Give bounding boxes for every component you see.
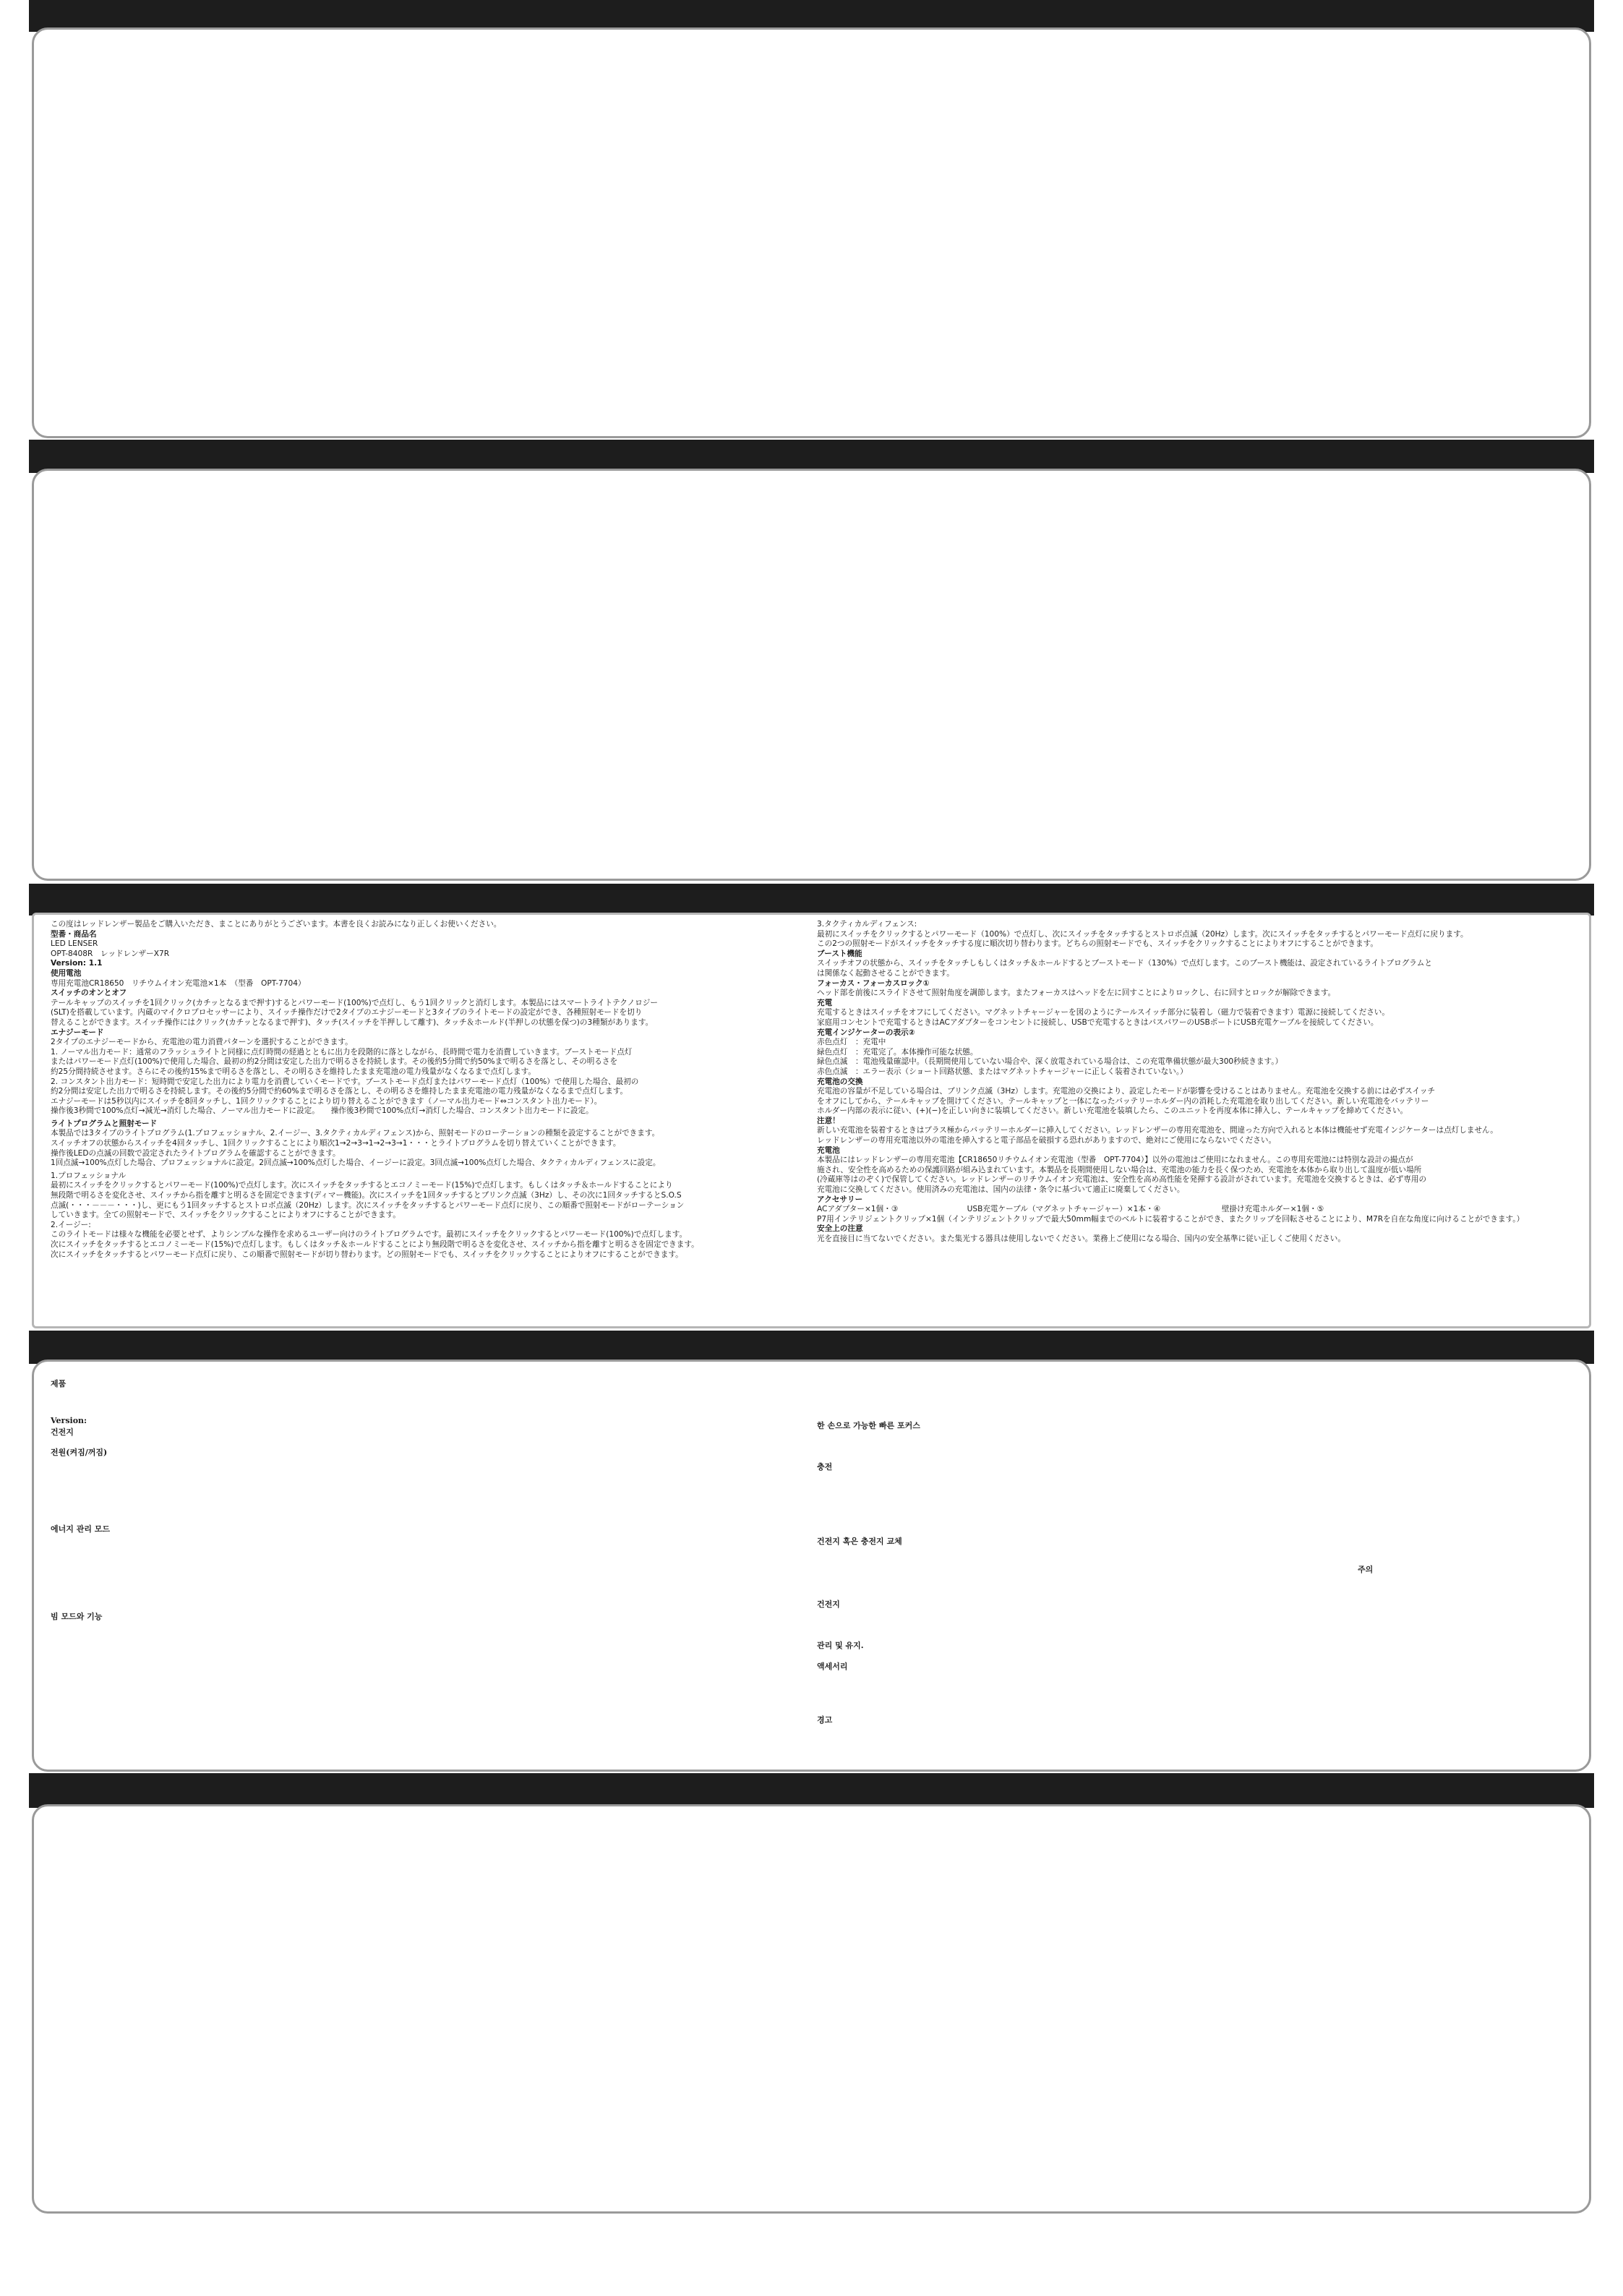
korean-heading: 충전 [817,1462,833,1472]
body-line: 2タイプのエナジーモードから、充電池の電力消費パターンを選択することができます。 [51,1038,353,1047]
body-line: 専用充電池CR18650 リチウムイオン充電池×1本 （型番 OPT-7704） [51,978,306,988]
body-line: 緑色点灯 ：充電完了。本体操作可能な状態。 [817,1047,978,1057]
korean-heading: 건전지 혹은 충전지 교체 [817,1537,902,1546]
body-line: 充電池の容量が不足している場合は、ブリンク点滅（3Hz）します。充電池の交換により、設定したモードが影響を受けることはありません。充電池を交換する前には必ずスイッチ [817,1087,1436,1096]
body-line: (SLT)を搭載しています。内蔵のマイクロプロセッサーにより、スイッチ操作だけで2タイプのエナジーモードと3タイプのライトモードの設定ができ、各種照射モードを切り [51,1008,643,1017]
body-line: 2.イージー: [51,1220,91,1229]
body-line: 施され、安全性を高めるための保護回路が組み込まれています。本製品を長期間使用しない場合は、充電池の能力を長く保つため、充電池を本体から取り出して温度が低い場所 [817,1165,1422,1174]
body-line: レッドレンザーの専用充電池以外の電池を挿入すると電子部品を破損する恐れがありますので、絶対にご使用にならないでください。 [817,1136,1277,1145]
body-line: 光を直接目に当てないでください。また集光する器具は使用しないでください。業務上ご使用になる場合、国内の安全基準に従い正しくご使用ください。 [817,1234,1345,1243]
body-line: スイッチオフの状態から、スイッチをタッチしもしくはタッチ＆ホールドするとブーストモード（130%）で点灯します。このブースト機能は、設定されているライトプログラムと [817,959,1432,968]
body-line: 1回点滅→100%点灯した場合、プロフェッショナルに設定。2回点滅→100%点灯した場合、イージーに設定。3回点滅→100%点灯した場合、タクティカルディフェンスに設定。 [51,1158,661,1168]
body-line: 次にスイッチをタッチするとパワーモード点灯に戻り、この順番で照射モードが切り替わります。どの照射モードでも、スイッチをクリックすることによりオフにすることができます。 [51,1250,683,1259]
korean-heading: 건전지 [817,1600,840,1609]
section-heading: 型番・商品名 [51,929,97,939]
body-line: 最初にスイッチをクリックするとパワーモード(100%)で点灯します。次にスイッチをタッチするとエコノミーモード(15%)で点灯します。もしくはタッチ＆ホールドすることにより [51,1181,673,1190]
body-line: 無段階で明るさを変化させ、スイッチから指を離すと明るさを固定できます(ディマー機能)。次にスイッチを1回タッチするとブリンク点滅（3Hz）し、その次に1回タッチするとS.O.S [51,1191,682,1200]
body-line: ホルダー内部の表示に従い、(+)(−)を正しい向きに装填してください。新しい充電池を装填したら、このユニットを再度本体に挿入し、テールキャップを締めてください。 [817,1106,1408,1116]
section-heading: ブースト機能 [817,949,862,958]
korean-heading: 전원(켜짐/꺼짐) [51,1448,108,1457]
body-line: (冷蔵庫等はのぞく)で保管してください。レッドレンザーのリチウムイオン充電池は、安全性を高め高性能を発揮する設計がされています。充電池を交換するときは、必ず専用の [817,1175,1427,1185]
body-line: この度はレッドレンザー製品をご購入いただき、まことにありがとうございます。本書を良くお読みになり正しくお使いください。 [51,920,502,929]
body-line: していきます。全ての照射モードで、スイッチをクリックすることによりオフにすることができます。 [51,1211,401,1220]
empty-panel-1 [32,27,1591,438]
manual-right-column [817,920,1565,1245]
empty-panel-2 [32,469,1591,881]
body-line: スイッチオフの状態からスイッチを4回タッチし、1回クリックすることにより順次1→2→3→1→2→3→1・・・とライトプログラムを切り替えていくことができます。 [51,1139,621,1148]
manual-left-column [51,920,799,1260]
body-line: 操作後LEDの点滅の回数で設定されたライトプログラムを確認することができます。 [51,1148,341,1158]
body-line: をオフにしてから、テールキャップを開けてください。テールキャップと一体になったバッテリーホルダー内の消耗した充電池を取り出してください。新しい充電池をバッテリー [817,1096,1429,1106]
body-line: この2つの照射モードがスイッチをタッチする度に順次切り替わります。どちらの照射モードでも、スイッチをクリックすることによりオフにすることができます。 [817,939,1378,949]
korean-heading: 액세서리 [817,1662,848,1671]
korean-heading: 경고 [817,1715,833,1725]
body-line: テールキャップのスイッチを1回クリック(カチッとなるまで押す)するとパワーモード(100%)で点灯し、もう1回クリックと消灯します。本製品にはスマートライトテクノロジー [51,998,658,1007]
section-heading: Version: 1.1 [51,959,103,968]
body-line: 充電池に交換してください。使用済みの充電池は、国内の法律・条令に基づいて適正に廃棄してください。 [817,1185,1185,1195]
body-line: 約25分間持続させます。さらにその後約15%まで明るさを落とし、その明るさを維持したまま充電池の電力残量がなくなるまで点灯します。 [51,1067,536,1076]
body-line: 充電するときはスイッチをオフにしてください。マグネットチャージャーを図のようにテールスイッチ部分に装着し（磁力で装着できます）電源に接続してください。 [817,1008,1389,1017]
section-heading: フォーカス・フォーカスロック① [817,978,930,988]
empty-panel-5 [32,1804,1591,2214]
section-heading: ライトプログラムと照射モード [51,1119,158,1128]
korean-heading: 관리 및 유지. [817,1641,864,1650]
top-band-3 [29,884,1594,916]
body-line: 次にスイッチをタッチするとエコノミーモード(15%)で点灯します。もしくはタッチ＆ホールドすることにより無段階で明るさを変化させ、スイッチから指を離すと明るさを固定できます。 [51,1240,699,1249]
korean-heading: 에너지 관리 모드 [51,1524,111,1534]
body-line: ヘッド部を前後にスライドさせて照射角度を調節します。またフォーカスはヘッドを左に回すことによりロックし、右に回すとロックが解除できます。 [817,989,1336,998]
section-heading: スイッチのオンとオフ [51,989,127,998]
section-heading: エナジーモード [51,1028,104,1037]
body-line: このライトモードは様々な機能を必要とせず、よりシンプルな操作を求めるユーザー向けのライトプログラムです。最初にスイッチをクリックするとパワーモード(100%)で点灯します。 [51,1230,688,1239]
body-line: OPT-8408R レッドレンザーX7R [51,949,170,958]
body-line: 1. ノーマル出力モード：通常のフラッシュライトと同様に点灯時間の経過とともに出力を段階的に落としながら、長時間で電力を消費していきます。ブーストモード点灯 [51,1047,633,1057]
body-line: LED LENSER [51,939,98,949]
body-line: 赤色点灯 ：充電中 [817,1038,886,1047]
section-heading: 注意！ [817,1116,840,1125]
body-line: 新しい充電池を装着するときはプラス極からバッテリーホルダーに挿入してください。レッドレンザーの専用充電池を、間違った方向で入れると本体は機能せず充電インジケーターは点灯しません。 [817,1126,1498,1135]
body-line: 3.タクティカルディフェンス: [817,920,917,929]
top-band-5 [29,1773,1594,1808]
body-line: 緑色点滅 ：電池残量確認中。（長期間使用していない場合や、深く放電されている場合は、この充電準備状態が最大300秒続きます。） [817,1057,1283,1067]
section-heading: 充電池 [817,1145,840,1155]
body-line: は関係なく起動させることができます。 [817,968,954,978]
body-line: エナジーモードは5秒以内にスイッチを8回タッチし、1回クリックすることにより切り替えることができます（ノーマル出力モード⇔コンスタント出力モード）。 [51,1096,602,1106]
korean-heading: Version: [51,1416,87,1425]
body-line: P7用インテリジェントクリップ×1個（インテリジェントクリップで最大50mm幅までのベルトに装着することができ、またクリップを回転させることにより、M7Rを自在な角度に向けることができます。） [817,1214,1525,1224]
section-heading: アクセサリー [817,1195,863,1204]
section-heading: 充電 [817,998,833,1007]
body-line: 2. コンスタント出力モード：短時間で安定した出力により電力を消費していくモードです。ブーストモード点灯またはパワーモード点灯（100%）で使用した場合、最初の [51,1077,639,1086]
korean-heading: 한 손으로 가능한 빠른 포커스 [817,1421,920,1430]
section-heading: 充電池の交換 [817,1077,863,1086]
korean-heading: 빔 모드와 기능 [51,1612,103,1621]
body-line: 本製品では3タイプのライトプログラム(1.プロフェッショナル、2.イージー、3.タクティカルディフェンス)から、照射モードのローテーションの種類を設定することができます。 [51,1129,660,1138]
korean-heading: 주의 [1358,1565,1374,1574]
body-line: 1.プロフェッショナル [51,1171,127,1180]
body-line: 赤色点滅 ：エラー表示（ショート回路状態、またはマグネットチャージャーに正しく装着されていない。） [817,1067,1188,1076]
section-heading: 安全上の注意 [817,1224,863,1234]
section-heading: 充電インジケーターの表示② [817,1028,915,1037]
body-line: 最初にスイッチをクリックするとパワーモード（100%）で点灯し、次にスイッチをタッチするとストロボ点滅（20Hz）します。次にスイッチをタッチするとパワーモード点灯に戻ります。 [817,929,1468,939]
body-line: ACアダプター×1個・③ USB充電ケーブル（マグネットチャージャー）×1本・④ 壁掛け充電ホルダー×1個・⑤ [817,1205,1324,1214]
body-line: 家庭用コンセントで充電するときはACアダプターをコンセントに接続し、USBで充電するときはパスパワーのUSBポートにUSB充電ケーブルを接続してください。 [817,1017,1379,1027]
body-line: 替えることができます。スイッチ操作にはクリック(カチッとなるまで押す)、タッチ(スイッチを半押しして離す)、タッチ＆ホールド(半押しの状態を保つ)の3種類があります。 [51,1017,654,1027]
body-line: 操作後3秒間で100%点灯→減光→消灯した場合、ノーマル出力モードに設定。 操作後3秒間で100%点灯→消灯した場合、コンスタント出力モードに設定。 [51,1106,594,1116]
body-line: 点滅(・・・－－－・・・)し、更にもう1回タッチするとストロボ点滅（20Hz）します。次にスイッチをタッチするとパワーモード点灯に戻り、この順番で照射モードがローテーション [51,1200,685,1210]
korean-heading: 건전지 [51,1427,74,1437]
section-heading: 使用電池 [51,968,82,978]
body-line: 本製品にはレッドレンザーの専用充電池【CR18650リチウムイオン充電池（型番 OPT-7704）】以外の電池はご使用になれません。この専用充電池には特別な設計の撮点が [817,1156,1413,1165]
korean-heading: 제품 [51,1379,67,1388]
body-line: 約2分間は安定した出力で明るさを持続します。その後約5分間で約60%まで明るさを落とし、その明るさを維持したまま充電池の電力残量がなくなるまで点灯します。 [51,1087,628,1096]
body-line: またはパワーモード点灯(100%)で使用した場合、最初の約2分間は安定した出力で明るさを持続します。その後約5分間で約50%まで明るさを落とし、その明るさを [51,1057,618,1067]
